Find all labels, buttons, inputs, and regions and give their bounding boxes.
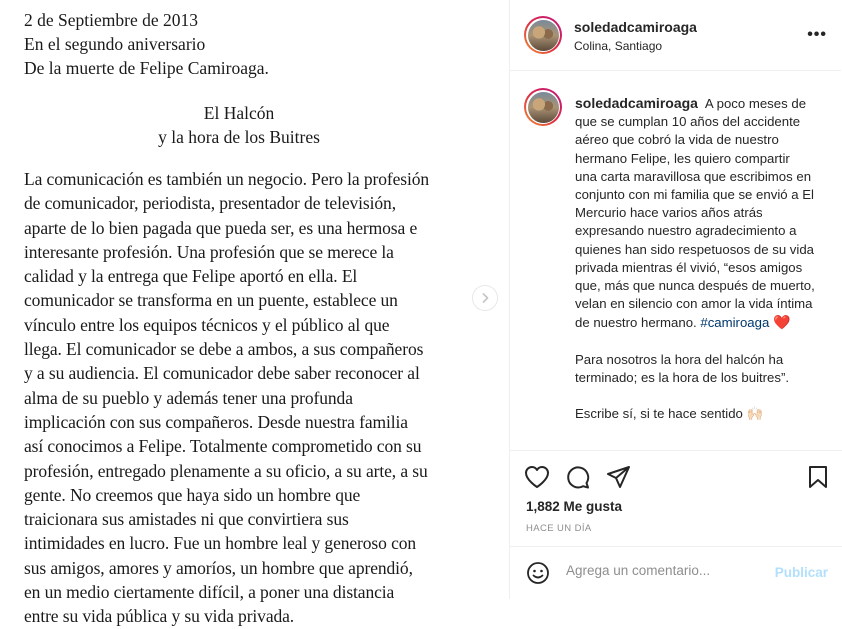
- letter-line: calidad y la entrega que Felipe aportó en ella. El: [24, 266, 358, 287]
- heart-emoji: ❤️: [772, 314, 791, 331]
- letter-header-line: 2 de Septiembre de 2013: [24, 10, 198, 30]
- hashtag-link[interactable]: #camiroaga: [700, 315, 770, 331]
- caption-username[interactable]: soledadcamiroaga: [575, 95, 698, 111]
- letter-line: gente. No creemos que haya sido un hombre que: [24, 484, 361, 505]
- post-caption: [575, 94, 815, 423]
- letter-line: entre su vida pública y su vida privada.: [24, 606, 295, 627]
- like-heart-icon[interactable]: [524, 465, 550, 494]
- letter-line: llega. El comunicador se debe a ambos, a sus compañeros: [24, 339, 424, 360]
- letter-line: implicación con sus compañeros. Desde nuestra familia: [24, 411, 408, 432]
- letter-line: de comunicador, periodista, presentador de televisión,: [24, 193, 396, 214]
- author-username[interactable]: soledadcamiroaga: [574, 19, 697, 35]
- letter-line: La comunicación es también un negocio. Pero la profesión: [24, 169, 430, 189]
- emoji-icon[interactable]: [526, 561, 550, 590]
- letter-line: interesante profesión. Una profesión que se merece la: [24, 241, 394, 262]
- next-image-button[interactable]: [473, 286, 497, 310]
- caption-paragraph: Para nosotros la hora del halcón ha terminado; es la hora de los buitres”.: [575, 351, 790, 385]
- bookmark-icon[interactable]: [807, 465, 829, 494]
- letter-header: [24, 8, 494, 80]
- letter-line: intimidades en lucro. Fue un hombre leal y generoso con: [24, 533, 417, 554]
- publish-button[interactable]: Publicar: [774, 565, 828, 580]
- caption-avatar[interactable]: [524, 88, 562, 126]
- letter-line: y a su audiencia. El comunicador debe saber reconocer al: [24, 363, 420, 384]
- letter-line: aparte de lo bien pagada que pueda ser, es una hermosa e: [24, 217, 418, 238]
- comment-icon[interactable]: [565, 465, 591, 494]
- letter-line: así conocimos a Felipe. Totalmente comprometido con su: [24, 436, 422, 457]
- post-timestamp[interactable]: HACE UN DÍA: [526, 523, 592, 534]
- ellipsis-icon[interactable]: •••: [807, 26, 827, 43]
- letter-header-line: En el segundo aniversario: [24, 34, 206, 54]
- letter-line: alma de su pueblo y además tener una profunda: [24, 387, 353, 408]
- post-panel: [509, 0, 841, 599]
- post-header: [510, 0, 841, 71]
- letter-line: comunicador se transforma en un puente, establece un: [24, 290, 398, 311]
- letter-header-line: De la muerte de Felipe Camiroaga.: [24, 58, 269, 78]
- action-bar: [510, 450, 842, 555]
- letter-title: [24, 101, 494, 149]
- letter-body: [24, 167, 494, 629]
- caption-text: A poco meses de que se cumplan 10 años del accidente aéreo que cobró la vida de nuestro hermano Felipe, les quiero compartir una carta maravillosa que escribimos en conjunto con mi familia que se envió a El Mercurio hace varios años atrás expresando nuestro agradecimiento a quienes han sido respetuosos de su vida privada mientras él vivió, “esos amigos que, más que nunca después de muerto, velan en silencio con amor la vida íntima de nuestro hermano.: [575, 96, 815, 331]
- letter-title-line: El Halcón: [203, 103, 275, 123]
- letter-line: sus amigos, amores y amoríos, un hombre que aprendió,: [24, 557, 413, 578]
- likes-count[interactable]: 1,882 Me gusta: [526, 499, 623, 514]
- letter-line: vínculo entre los equipos técnicos y el público al que: [24, 314, 390, 335]
- letter-line: profesión, entregado plenamente a su oficio, a su arte, a su: [24, 460, 428, 481]
- comments-scroll-area[interactable]: [510, 71, 842, 450]
- share-icon[interactable]: [606, 465, 632, 494]
- chevron-right-icon: [479, 292, 491, 304]
- letter-line: traicionara sus amistades ni que convirtiera sus: [24, 509, 349, 530]
- post-location[interactable]: Colina, Santiago: [574, 39, 663, 53]
- letter-title-line: y la hora de los Buitres: [158, 127, 320, 147]
- comment-input[interactable]: [566, 563, 756, 578]
- comment-bar: [510, 546, 842, 599]
- letter-text: [24, 8, 494, 629]
- letter-line: en un medio ciertamente difícil, a poner una distancia: [24, 582, 395, 603]
- caption-paragraph: Escribe sí, si te hace sentido 🙌🏻: [575, 406, 763, 422]
- avatar[interactable]: [524, 16, 562, 54]
